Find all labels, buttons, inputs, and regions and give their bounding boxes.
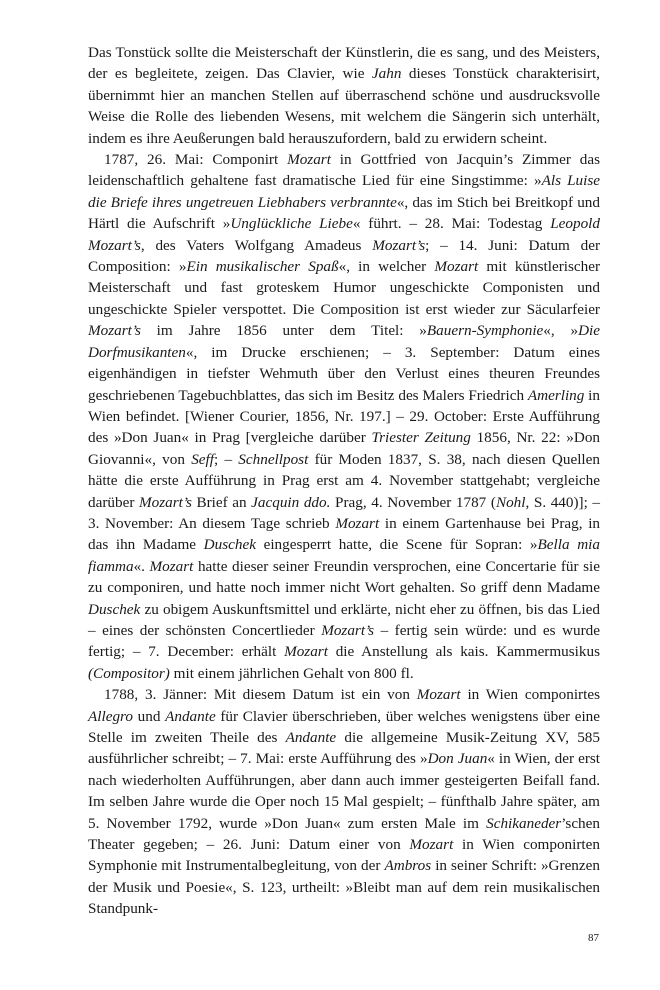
text-run: eingesperrt hatte, die Scene für Sopran: » [255, 536, 538, 554]
italic-run: Unglückliche Liebe [230, 215, 353, 233]
italic-run: Bauern-Symphonie [426, 322, 544, 340]
text-run: in einem Gartenhause bei Prag, in das ihn Madame [88, 514, 601, 554]
italic-run: (Compositor) [88, 664, 170, 682]
italic-run: Mozart [149, 557, 194, 575]
page-number: 87 [588, 932, 599, 944]
text-run: zu obigem Auskunftsmittel und erklärte, nicht eher zu öffnen, bis das Lied – eines der schönsten Concertlieder [88, 600, 600, 639]
italic-run: Mozart [409, 836, 454, 854]
text-run: Brief an [191, 493, 252, 511]
text-run: die allgemeine Musik-Zeitung XV, 585 ausführlicher schreibt; – 7. Mai: erste Aufführung des » [88, 729, 600, 768]
text-run: , des Vaters Wolfgang Amadeus [140, 236, 373, 254]
paragraph-2 [88, 149, 600, 684]
italic-run: Ein musikalischer Spaß [186, 258, 339, 276]
italic-run: Die Dorfmusikanten [88, 322, 600, 361]
text-run: « führt. – 28. Mai: Todestag [352, 215, 551, 233]
text-run: in Gottfried von Jacquin’s Zimmer das leidenschaftlich gehaltene fast dramatische Lied für eine Singstimme: » [88, 151, 600, 190]
italic-run: Duschek [88, 600, 141, 618]
text-run: in seiner Schrift: »Grenzen der Musik und Poesie«, S. 123, urtheilt: »Bleibt man auf dem rein musikalischen Standpunk- [88, 857, 600, 918]
text-run: für Clavier überschrieben, über welches wenigstens über eine Stelle im zweiten Theile des [88, 707, 601, 746]
italic-run: Amerling [527, 386, 585, 404]
page-body [88, 42, 600, 920]
text-run: «. [133, 557, 150, 575]
italic-run: Mozart [335, 514, 380, 532]
text-run: ; – [213, 450, 239, 468]
italic-run: Als Luise die Briefe ihres ungetreuen Liebhabers verbrannte [88, 172, 600, 211]
italic-run: Seff [191, 450, 214, 468]
italic-run: Mozart’s [88, 322, 141, 340]
paragraph-1 [88, 42, 600, 149]
text-run: ’schen Theater gegeben; – 26. Juni: Datum einer von [88, 814, 600, 854]
italic-run: Allegro [88, 707, 133, 725]
text-run: 1787, 26. Mai: Componirt [104, 151, 288, 169]
italic-run: Ambros [384, 857, 432, 875]
text-run: in Wien componirtes [460, 686, 600, 704]
italic-run: Mozart [284, 643, 328, 661]
text-run: – fertig sein würde: und es wurde fertig; – 7. December: erhält [88, 621, 600, 661]
italic-run: Bella mia fiamma [88, 536, 600, 575]
text-run: Prag, 4. November 1787 ( [330, 493, 496, 511]
text-run: , S. 440)]; – 3. November: An diesem Tage schrieb [88, 493, 601, 532]
paragraph-3 [88, 684, 600, 919]
italic-run: Schnellpost [238, 450, 309, 468]
italic-run: Jacquin ddo. [251, 493, 331, 511]
text-run: «, das im Stich bei Breitkopf und Härtl die Aufschrift » [88, 193, 600, 233]
text-run: mit einem jährlichen Gehalt von 800 fl. [169, 664, 414, 682]
italic-run: Mozart [287, 151, 331, 169]
text-run: «, in welcher [338, 258, 435, 276]
text-run: dieses Tonstück charakterisirt, übernimmt hier an manchen Stellen auf überraschend schöne und ausdrucksvolle Weise die Rolle des liebenden Wesens, mit welchem die Sängerin sich unterhält, indem es ihre Aeußerungen bald herauszufordern, bald zu erwidern scheint. [88, 65, 600, 147]
text-run: in Wien befindet. [Wiener Courier, 1856, Nr. 197.] – 29. October: Erste Aufführung des »Don Juan« in Prag [vergleiche darüber [88, 386, 600, 447]
italic-run: Mozart [416, 686, 461, 704]
text-run: für Moden 1837, S. 38, nach diesen Quellen hätte die erste Aufführung in Prag erst am 4. November stattgehabt; vergleiche darüber [88, 450, 600, 511]
text-run: und [133, 707, 166, 725]
italic-run: Leopold Mozart’s [88, 215, 600, 254]
italic-run: Andante [285, 729, 337, 746]
text-run: 1856, Nr. 22: »Don Giovanni«, von [88, 429, 601, 468]
italic-run: Nohl [495, 493, 526, 511]
italic-run: Triester Zeitung [371, 429, 471, 447]
text-run: «, » [543, 322, 579, 340]
text-run: im Jahre 1856 unter dem Titel: » [140, 322, 427, 340]
text-run: mit künstlerischer Meisterschaft und fast groteskem Humor ungeschickte Componisten und ungeschickte Spieler verspottet. Die Composition ist erst wieder zur Säcularfeier [88, 258, 601, 318]
italic-run: Mozart’s [138, 493, 192, 511]
italic-run: Duschek [203, 536, 256, 554]
italic-run: Schikaneder [486, 814, 562, 832]
text-run: hatte dieser seiner Freundin versprochen, eine Concertarie für sie zu componiren, und hatte noch immer nicht Wort gehalten. So griff denn Madame [88, 557, 601, 597]
text-run: « in Wien, der erst nach wiederholten Aufführungen, aber dann auch immer gesteigerten Beifall fand. Im selben Jahre wurde die Oper noch 15 Mal gespielt; – fünfthalb Jahre später, am 5. November 1792, wurde »Don Juan« zum ersten Male im [88, 750, 601, 832]
text-run: die Anstellung als kais. Kammermusikus [327, 643, 600, 661]
text-run: Das Tonstück sollte die Meisterschaft der Künstlerin, die es sang, und des Meisters, der es begleitete, zeigen. Das Clavier, wie [88, 44, 600, 83]
italic-run: Jahn [371, 65, 402, 83]
text-run: ; – 14. Juni: Datum der Composition: » [88, 236, 601, 276]
italic-run: Mozart’s [372, 236, 426, 254]
italic-run: Mozart’s [321, 621, 375, 639]
italic-run: Andante [165, 707, 216, 725]
text-run: 1788, 3. Jänner: Mit diesem Datum ist ein von [104, 686, 417, 704]
italic-run: Mozart [434, 258, 479, 276]
text-run: in Wien componirten Symphonie mit Instrumentalbegleitung, von der [88, 836, 600, 875]
text-run: «, im Drucke erschienen; – 3. September: Datum eines eigenhändigen in tiefster Wehmuth über den Verlust eines theuren Freundes geschriebenen Tagebuchblattes, das sich im Besitz des Malers Friedrich [88, 343, 600, 404]
italic-run: Don Juan [427, 750, 488, 768]
